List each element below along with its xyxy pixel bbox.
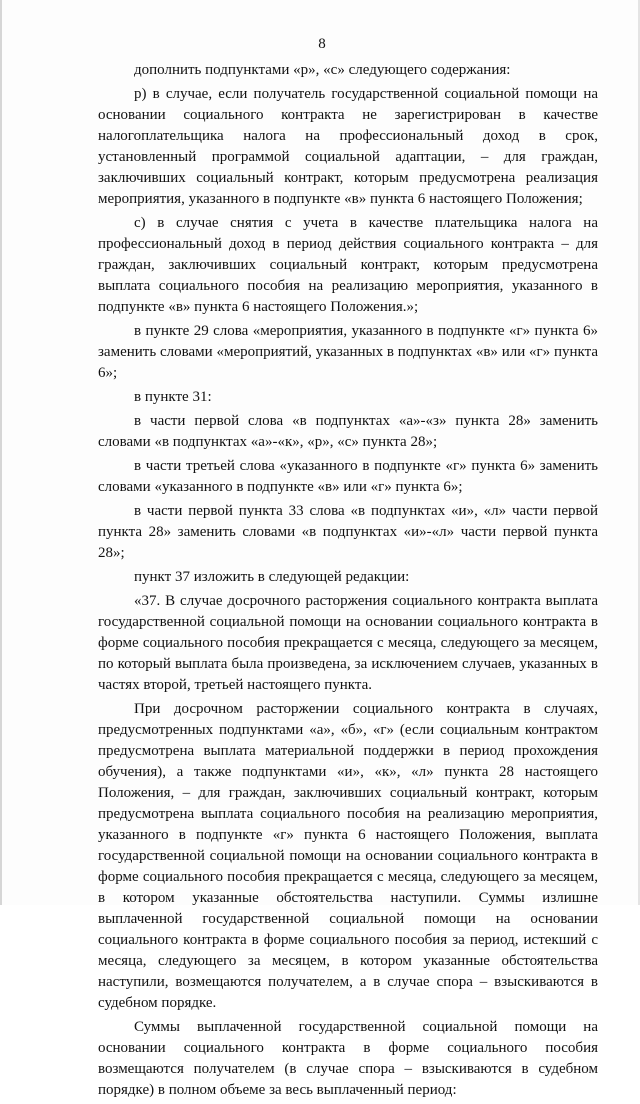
paragraph-subclause-s: с) в случае снятия с учета в качестве плательщика налога на профессиональный доход в период действия социального контракта – для граждан, заключивших социальный контракт, которым предусмотрена выплата социального пособия на реализацию мероприятия, указанного в подпункте «в» пункта 6 настоящего Положения.»;: [98, 215, 598, 315]
paragraph-subclause-r: р) в случае, если получатель государственной социальной помощи на основании социального контракта не зарегистрирован в качестве налогоплательщика налога на профессиональный доход в срок, установленный программой социальной адаптации, – для граждан, заключивших социальный контракт, которым предусмотрена реализация мероприятия, указанного в подпункте «в» пункта 6 настоящего Положения;: [98, 86, 598, 207]
page-number: 8: [318, 36, 326, 52]
paragraph-clause-37-part-1: «37. В случае досрочного расторжения социального контракта выплата государственной социальной помощи на основании социального контракта в форме социального пособия прекращается с месяца, следующего за месяцем, по который выплата была произведена, за исключением случаев, указанных в частях второй, третьей настоящего пункта.: [98, 593, 598, 693]
paragraph-clause-31-part-3: в части третьей слова «указанного в подпункте «г» пункта 6» заменить словами «указанного в подпункте «в» или «г» пункта 6»;: [98, 458, 598, 495]
paragraph-clause-31-part-1: в части первой слова «в подпунктах «а»-«з» пункта 28» заменить словами «в подпунктах «а»-«к», «р», «с» пункта 28»;: [98, 413, 598, 450]
paragraph-clause-37-part-2: При досрочном расторжении социального контракта в случаях, предусмотренных подпунктами «а», «б», «г» (если социальным контрактом предусмотрена выплата материальной поддержки в период прохождения обучения), а также подпунктами «и», «к», «л» пункта 28 настоящего Положения, – для граждан, заключивших социальный контракт, которым предусмотрена выплата социального пособия на реализацию мероприятия, указанного в подпункте «г» пункта 6 настоящего Положения, выплата государственной социальной помощи на основании социального контракта в форме социального пособия прекращается с месяца, следующего за месяцем, в котором указанные обстоятельства наступили. Суммы излишне выплаченной государственной социальной помощи на основании социального контракта в форме социального пособия за период, истекший с месяца, следующего за месяцем, в котором указанные обстоятельства наступили, возмещаются получателем, а в случае спора – взыскиваются в судебном порядке.: [98, 701, 598, 1011]
document-body: [98, 60, 598, 1104]
paragraph-clause-37-part-3: Суммы выплаченной государственной социальной помощи на основании социального контракта в форме социального пособия возмещаются получателем (в случае спора – взыскиваются в судебном порядке) в полном объеме за весь выплаченный период:: [98, 1019, 598, 1098]
paragraph-clause-31-heading: в пункте 31:: [134, 389, 212, 405]
paragraph-clause-37-heading: пункт 37 изложить в следующей редакции:: [134, 569, 410, 585]
paragraph-clause-33: в части первой пункта 33 слова «в подпунктах «и», «л» части первой пункта 28» заменить словами «в подпунктах «и»-«л» части первой пункта 28»;: [98, 503, 598, 561]
paragraph-clause-29: в пункте 29 слова «мероприятия, указанного в подпункте «г» пункта 6» заменить словами «мероприятий, указанных в подпунктах «в» или «г» пункта 6»;: [98, 323, 598, 381]
paragraph-intro: дополнить подпунктами «р», «с» следующего содержания:: [134, 62, 511, 78]
